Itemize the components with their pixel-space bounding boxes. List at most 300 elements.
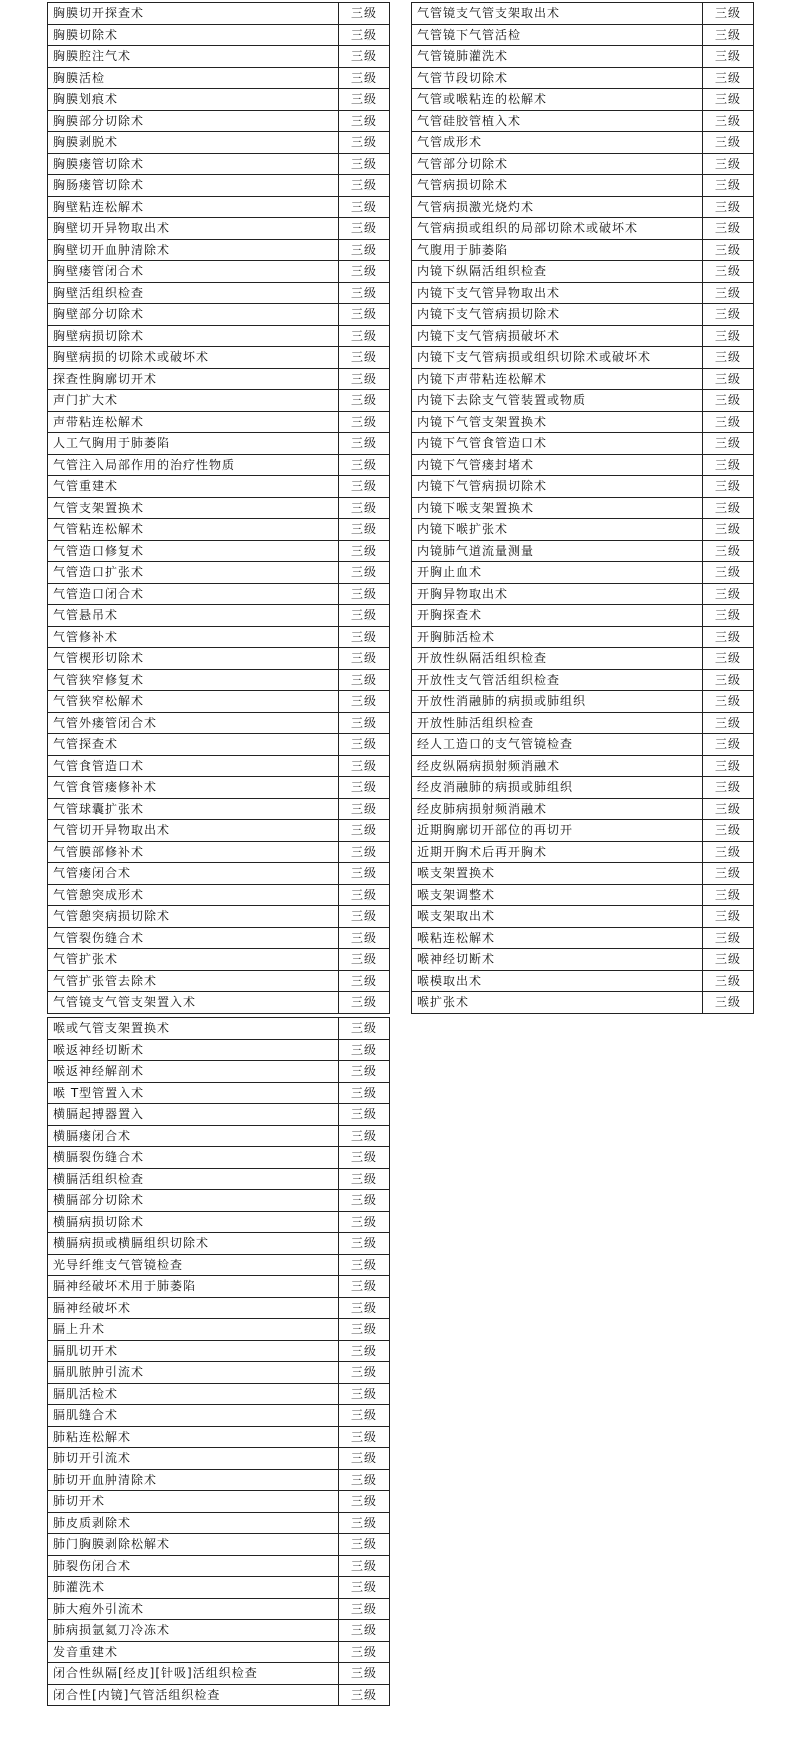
table-row — [48, 218, 390, 240]
surgery-level-cell: 三级 — [339, 110, 390, 132]
procedure-name-cell: 气管憩突病损切除术 — [48, 906, 339, 928]
surgery-level-cell: 三级 — [703, 927, 754, 949]
table-row — [48, 1405, 390, 1427]
surgery-level-cell: 三级 — [703, 712, 754, 734]
table-row — [48, 992, 390, 1014]
surgery-level-cell: 三级 — [703, 433, 754, 455]
surgery-level-cell: 三级 — [703, 906, 754, 928]
procedure-name-cell: 气管瘘闭合术 — [48, 863, 339, 885]
surgery-level-cell: 三级 — [339, 325, 390, 347]
table-row — [48, 863, 390, 885]
table-row — [48, 1276, 390, 1298]
surgery-level-cell: 三级 — [339, 1405, 390, 1427]
procedure-name-cell: 气管支架置换术 — [48, 497, 339, 519]
surgery-level-cell: 三级 — [339, 841, 390, 863]
table-row — [48, 325, 390, 347]
table-row — [412, 347, 754, 369]
procedure-table-top-left — [47, 2, 390, 1014]
table-row — [48, 1125, 390, 1147]
procedure-name-cell: 气管探查术 — [48, 734, 339, 756]
procedure-name-cell: 经人工造口的支气管镜检查 — [412, 734, 703, 756]
table-row — [412, 906, 754, 928]
table-row — [48, 497, 390, 519]
procedure-name-cell: 闭合性[内镜]气管活组织检查 — [48, 1684, 339, 1706]
surgery-level-cell: 三级 — [703, 24, 754, 46]
procedure-name-cell: 气管狭窄修复术 — [48, 669, 339, 691]
surgery-level-cell: 三级 — [339, 282, 390, 304]
surgery-level-cell: 三级 — [339, 1125, 390, 1147]
surgery-level-cell: 三级 — [703, 476, 754, 498]
procedure-name-cell: 气管镜下气管活检 — [412, 24, 703, 46]
surgery-level-cell: 三级 — [339, 648, 390, 670]
table-row — [48, 691, 390, 713]
procedure-name-cell: 近期开胸术后再开胸术 — [412, 841, 703, 863]
table-row — [412, 605, 754, 627]
surgery-level-cell: 三级 — [339, 906, 390, 928]
procedure-name-cell: 肺大疱外引流术 — [48, 1598, 339, 1620]
procedure-name-cell: 横膈起搏器置入 — [48, 1104, 339, 1126]
procedure-name-cell: 胸壁切开血肿清除术 — [48, 239, 339, 261]
procedure-name-cell: 喉支架取出术 — [412, 906, 703, 928]
table-row — [48, 196, 390, 218]
table-row — [48, 1577, 390, 1599]
procedure-name-cell: 气管成形术 — [412, 132, 703, 154]
surgery-level-cell: 三级 — [339, 390, 390, 412]
surgery-level-cell: 三级 — [339, 454, 390, 476]
surgery-level-cell: 三级 — [703, 347, 754, 369]
procedure-name-cell: 气管镜支气管支架置入术 — [48, 992, 339, 1014]
procedure-name-cell: 膈神经破坏术用于肺萎陷 — [48, 1276, 339, 1298]
table-row — [48, 927, 390, 949]
table-row — [48, 562, 390, 584]
table-row — [48, 3, 390, 25]
table-row — [48, 239, 390, 261]
surgery-level-cell: 三级 — [703, 884, 754, 906]
surgery-level-cell: 三级 — [339, 368, 390, 390]
procedure-name-cell: 喉扩张术 — [412, 992, 703, 1014]
procedure-name-cell: 膈上升术 — [48, 1319, 339, 1341]
surgery-level-cell: 三级 — [339, 1577, 390, 1599]
table-row — [412, 239, 754, 261]
surgery-level-cell: 三级 — [703, 562, 754, 584]
table-row — [412, 282, 754, 304]
table-row — [48, 1039, 390, 1061]
procedure-name-cell: 喉返神经切断术 — [48, 1039, 339, 1061]
table-row — [48, 1319, 390, 1341]
surgery-level-cell: 三级 — [703, 67, 754, 89]
surgery-level-cell: 三级 — [339, 1061, 390, 1083]
surgery-level-cell: 三级 — [703, 970, 754, 992]
procedure-name-cell: 气管球囊扩张术 — [48, 798, 339, 820]
procedure-name-cell: 喉支架调整术 — [412, 884, 703, 906]
surgery-level-cell: 三级 — [339, 755, 390, 777]
surgery-level-cell: 三级 — [703, 325, 754, 347]
surgery-level-cell: 三级 — [703, 46, 754, 68]
procedure-name-cell: 近期胸廓切开部位的再切开 — [412, 820, 703, 842]
table-row — [48, 1233, 390, 1255]
procedure-name-cell: 气管粘连松解术 — [48, 519, 339, 541]
procedure-name-cell: 气管悬吊术 — [48, 605, 339, 627]
surgery-level-cell: 三级 — [339, 1168, 390, 1190]
surgery-level-cell: 三级 — [339, 1319, 390, 1341]
table-row — [412, 734, 754, 756]
procedure-name-cell: 横膈瘘闭合术 — [48, 1125, 339, 1147]
procedure-name-cell: 喉神经切断术 — [412, 949, 703, 971]
table-row — [48, 1168, 390, 1190]
procedure-name-cell: 横膈病损或横膈组织切除术 — [48, 1233, 339, 1255]
surgery-level-cell: 三级 — [703, 89, 754, 111]
procedure-name-cell: 气管镜肺灌洗术 — [412, 46, 703, 68]
table-row — [48, 110, 390, 132]
surgery-level-cell: 三级 — [339, 132, 390, 154]
procedure-name-cell: 肺裂伤闭合术 — [48, 1555, 339, 1577]
procedure-name-cell: 开放性纵隔活组织检查 — [412, 648, 703, 670]
table-row — [48, 347, 390, 369]
procedure-name-cell: 气管食管瘘修补术 — [48, 777, 339, 799]
table-row — [48, 282, 390, 304]
surgery-level-cell: 三级 — [703, 863, 754, 885]
table-row — [48, 132, 390, 154]
surgery-level-cell: 三级 — [703, 390, 754, 412]
surgery-level-cell: 三级 — [339, 712, 390, 734]
surgery-level-cell: 三级 — [339, 411, 390, 433]
procedure-name-cell: 开胸止血术 — [412, 562, 703, 584]
procedure-name-cell: 内镜下声带粘连松解术 — [412, 368, 703, 390]
surgery-level-cell: 三级 — [703, 820, 754, 842]
procedure-name-cell: 气管病损或组织的局部切除术或破坏术 — [412, 218, 703, 240]
surgery-level-cell: 三级 — [339, 89, 390, 111]
surgery-level-cell: 三级 — [339, 1598, 390, 1620]
table-row — [48, 1620, 390, 1642]
procedure-name-cell: 横膈活组织检查 — [48, 1168, 339, 1190]
procedure-name-cell: 胸肠瘘管切除术 — [48, 175, 339, 197]
surgery-level-cell: 三级 — [339, 777, 390, 799]
procedure-name-cell: 气管重建术 — [48, 476, 339, 498]
table-row — [48, 1018, 390, 1040]
procedure-name-cell: 气管扩张管去除术 — [48, 970, 339, 992]
table-row — [412, 3, 754, 25]
table-row — [412, 390, 754, 412]
table-row — [48, 798, 390, 820]
surgery-level-cell: 三级 — [339, 304, 390, 326]
surgery-level-cell: 三级 — [339, 949, 390, 971]
surgery-level-cell: 三级 — [339, 583, 390, 605]
procedure-name-cell: 开胸肺活检术 — [412, 626, 703, 648]
procedure-name-cell: 开放性肺活组织检查 — [412, 712, 703, 734]
table-row — [48, 1340, 390, 1362]
surgery-level-cell: 三级 — [339, 540, 390, 562]
table-row — [48, 368, 390, 390]
procedure-name-cell: 人工气胸用于肺萎陷 — [48, 433, 339, 455]
table-row — [412, 992, 754, 1014]
surgery-level-cell: 三级 — [703, 368, 754, 390]
procedure-name-cell: 内镜下支气管异物取出术 — [412, 282, 703, 304]
table-row — [412, 519, 754, 541]
procedure-name-cell: 胸膜活检 — [48, 67, 339, 89]
surgery-level-cell: 三级 — [339, 1469, 390, 1491]
procedure-name-cell: 气管外瘘管闭合术 — [48, 712, 339, 734]
procedure-name-cell: 内镜下喉支架置换术 — [412, 497, 703, 519]
procedure-name-cell: 膈肌切开术 — [48, 1340, 339, 1362]
procedure-name-cell: 探查性胸廓切开术 — [48, 368, 339, 390]
surgery-level-cell: 三级 — [339, 1448, 390, 1470]
procedure-name-cell: 气管造口闭合术 — [48, 583, 339, 605]
table-row — [48, 1663, 390, 1685]
table-row — [48, 304, 390, 326]
table-row — [412, 777, 754, 799]
surgery-level-cell: 三级 — [339, 175, 390, 197]
surgery-level-cell: 三级 — [703, 132, 754, 154]
table-row — [48, 712, 390, 734]
table-row — [48, 1254, 390, 1276]
table-row — [48, 46, 390, 68]
surgery-level-cell: 三级 — [339, 67, 390, 89]
procedure-name-cell: 发音重建术 — [48, 1641, 339, 1663]
procedure-name-cell: 内镜下气管支架置换术 — [412, 411, 703, 433]
procedure-name-cell: 胸膜腔注气术 — [48, 46, 339, 68]
table-row — [48, 605, 390, 627]
surgery-level-cell: 三级 — [339, 691, 390, 713]
procedure-name-cell: 内镜下喉扩张术 — [412, 519, 703, 541]
surgery-level-cell: 三级 — [703, 949, 754, 971]
procedure-name-cell: 气管镜支气管支架取出术 — [412, 3, 703, 25]
surgery-level-cell: 三级 — [339, 1147, 390, 1169]
table-row — [48, 519, 390, 541]
surgery-level-cell: 三级 — [703, 282, 754, 304]
surgery-level-cell: 三级 — [339, 196, 390, 218]
procedure-name-cell: 气管病损激光烧灼术 — [412, 196, 703, 218]
procedure-table-top-right — [411, 2, 754, 1014]
procedure-name-cell: 胸壁瘘管闭合术 — [48, 261, 339, 283]
table-row — [48, 476, 390, 498]
table-row — [48, 1684, 390, 1706]
procedure-name-cell: 气管硅胶管植入术 — [412, 110, 703, 132]
surgery-level-cell: 三级 — [339, 562, 390, 584]
surgery-level-cell: 三级 — [703, 583, 754, 605]
surgery-level-cell: 三级 — [339, 1039, 390, 1061]
procedure-name-cell: 开放性支气管活组织检查 — [412, 669, 703, 691]
surgery-level-cell: 三级 — [339, 863, 390, 885]
procedure-name-cell: 开胸探查术 — [412, 605, 703, 627]
surgery-level-cell: 三级 — [703, 841, 754, 863]
surgery-level-cell: 三级 — [339, 1018, 390, 1040]
table-row — [48, 1512, 390, 1534]
table-row — [48, 1082, 390, 1104]
table-row — [48, 1598, 390, 1620]
table-row — [48, 454, 390, 476]
procedure-name-cell: 气管病损切除术 — [412, 175, 703, 197]
surgery-level-cell: 三级 — [339, 1104, 390, 1126]
table-row — [412, 411, 754, 433]
surgery-level-cell: 三级 — [339, 734, 390, 756]
procedure-name-cell: 气管造口修复术 — [48, 540, 339, 562]
table-row — [48, 669, 390, 691]
surgery-level-cell: 三级 — [703, 540, 754, 562]
procedure-name-cell: 内镜下去除支气管装置或物质 — [412, 390, 703, 412]
surgery-level-cell: 三级 — [703, 992, 754, 1014]
surgery-level-cell: 三级 — [703, 304, 754, 326]
procedure-name-cell: 经皮消融肺的病损或肺组织 — [412, 777, 703, 799]
procedure-name-cell: 内镜肺气道流量测量 — [412, 540, 703, 562]
procedure-name-cell: 膈神经破坏术 — [48, 1297, 339, 1319]
procedure-name-cell: 开放性消融肺的病损或肺组织 — [412, 691, 703, 713]
procedure-name-cell: 胸壁病损的切除术或破坏术 — [48, 347, 339, 369]
table-row — [412, 841, 754, 863]
table-row — [412, 863, 754, 885]
table-row — [412, 970, 754, 992]
table-row — [48, 67, 390, 89]
table-row — [48, 820, 390, 842]
surgery-level-cell: 三级 — [703, 261, 754, 283]
procedure-name-cell: 横膈部分切除术 — [48, 1190, 339, 1212]
table-row — [412, 927, 754, 949]
surgery-level-cell: 三级 — [703, 239, 754, 261]
surgery-level-cell: 三级 — [339, 476, 390, 498]
surgery-level-cell: 三级 — [339, 1426, 390, 1448]
table-row — [48, 1448, 390, 1470]
procedure-name-cell: 气管食管造口术 — [48, 755, 339, 777]
table-row — [48, 970, 390, 992]
procedure-name-cell: 声带粘连松解术 — [48, 411, 339, 433]
procedure-name-cell: 内镜下支气管病损或组织切除术或破坏术 — [412, 347, 703, 369]
surgery-level-cell: 三级 — [339, 1233, 390, 1255]
surgery-level-cell: 三级 — [339, 1534, 390, 1556]
procedure-name-cell: 胸膜剥脱术 — [48, 132, 339, 154]
surgery-level-cell: 三级 — [339, 970, 390, 992]
table-row — [412, 454, 754, 476]
table-row — [412, 46, 754, 68]
surgery-level-cell: 三级 — [339, 1276, 390, 1298]
surgery-level-cell: 三级 — [339, 46, 390, 68]
surgery-level-cell: 三级 — [703, 497, 754, 519]
table-row — [412, 562, 754, 584]
surgery-level-cell: 三级 — [703, 777, 754, 799]
procedure-name-cell: 胸壁活组织检查 — [48, 282, 339, 304]
table-row — [412, 820, 754, 842]
table-row — [48, 1426, 390, 1448]
procedure-name-cell: 肺切开术 — [48, 1491, 339, 1513]
procedure-name-cell: 内镜下气管病损切除术 — [412, 476, 703, 498]
table-row — [48, 734, 390, 756]
table-row — [412, 798, 754, 820]
table-row — [412, 132, 754, 154]
table-row — [412, 218, 754, 240]
procedure-name-cell: 膈肌脓肿引流术 — [48, 1362, 339, 1384]
surgery-level-cell: 三级 — [703, 110, 754, 132]
surgery-level-cell: 三级 — [339, 1620, 390, 1642]
table-row — [48, 1491, 390, 1513]
table-row — [48, 1190, 390, 1212]
surgery-level-cell: 三级 — [339, 1383, 390, 1405]
table-row — [48, 949, 390, 971]
surgery-level-cell: 三级 — [703, 196, 754, 218]
procedure-name-cell: 内镜下支气管病损切除术 — [412, 304, 703, 326]
procedure-name-cell: 气管节段切除术 — [412, 67, 703, 89]
table-row — [412, 175, 754, 197]
procedure-name-cell: 肺切开血肿清除术 — [48, 1469, 339, 1491]
surgery-level-cell: 三级 — [703, 454, 754, 476]
surgery-level-cell: 三级 — [339, 433, 390, 455]
procedure-name-cell: 喉粘连松解术 — [412, 927, 703, 949]
table-row — [412, 884, 754, 906]
table-row — [48, 777, 390, 799]
table-row — [48, 390, 390, 412]
table-row — [48, 433, 390, 455]
procedure-name-cell: 内镜下气管食管造口术 — [412, 433, 703, 455]
procedure-name-cell: 胸壁粘连松解术 — [48, 196, 339, 218]
surgery-level-cell: 三级 — [339, 1512, 390, 1534]
surgery-level-cell: 三级 — [703, 411, 754, 433]
procedure-name-cell: 胸壁切开异物取出术 — [48, 218, 339, 240]
table-row — [48, 1534, 390, 1556]
surgery-level-cell: 三级 — [339, 1254, 390, 1276]
surgery-level-cell: 三级 — [339, 1491, 390, 1513]
table-row — [48, 175, 390, 197]
procedure-name-cell: 肺门胸膜剥除松解术 — [48, 1534, 339, 1556]
table-row — [48, 583, 390, 605]
surgery-level-cell: 三级 — [339, 1684, 390, 1706]
surgery-level-cell: 三级 — [339, 1555, 390, 1577]
procedure-name-cell: 肺粘连松解术 — [48, 1426, 339, 1448]
procedure-name-cell: 胸膜瘘管切除术 — [48, 153, 339, 175]
table-row — [412, 648, 754, 670]
procedure-name-cell: 气管膜部修补术 — [48, 841, 339, 863]
procedure-name-cell: 气管造口扩张术 — [48, 562, 339, 584]
surgery-level-cell: 三级 — [339, 1190, 390, 1212]
surgery-level-cell: 三级 — [703, 669, 754, 691]
procedure-name-cell: 气管狭窄松解术 — [48, 691, 339, 713]
table-row — [412, 669, 754, 691]
surgery-level-cell: 三级 — [339, 669, 390, 691]
table-row — [412, 24, 754, 46]
surgery-level-cell: 三级 — [703, 519, 754, 541]
surgery-level-cell: 三级 — [703, 605, 754, 627]
procedure-name-cell: 气管修补术 — [48, 626, 339, 648]
table-row — [48, 841, 390, 863]
table-row — [48, 1061, 390, 1083]
procedure-name-cell: 气管扩张术 — [48, 949, 339, 971]
table-row — [48, 1211, 390, 1233]
procedure-name-cell: 喉支架置换术 — [412, 863, 703, 885]
surgery-level-cell: 三级 — [703, 648, 754, 670]
table-row — [412, 89, 754, 111]
procedure-table-bottom-left — [47, 1017, 390, 1706]
surgery-level-cell: 三级 — [339, 261, 390, 283]
procedure-name-cell: 肺切开引流术 — [48, 1448, 339, 1470]
procedure-name-cell: 经皮肺病损射频消融术 — [412, 798, 703, 820]
table-row — [48, 626, 390, 648]
procedure-name-cell: 气管注入局部作用的治疗性物质 — [48, 454, 339, 476]
table-row — [48, 755, 390, 777]
surgery-level-cell: 三级 — [339, 1663, 390, 1685]
surgery-level-cell: 三级 — [703, 175, 754, 197]
table-row — [412, 712, 754, 734]
surgery-level-cell: 三级 — [339, 497, 390, 519]
table-body — [48, 1018, 390, 1706]
procedure-name-cell: 经皮纵隔病损射频消融术 — [412, 755, 703, 777]
surgery-level-cell: 三级 — [339, 3, 390, 25]
procedure-name-cell: 胸膜切开探查术 — [48, 3, 339, 25]
procedure-name-cell: 喉 T型管置入术 — [48, 1082, 339, 1104]
table-row — [412, 476, 754, 498]
procedure-name-cell: 胸膜划痕术 — [48, 89, 339, 111]
surgery-level-cell: 三级 — [339, 927, 390, 949]
table-row — [48, 153, 390, 175]
table-row — [48, 884, 390, 906]
surgery-level-cell: 三级 — [339, 992, 390, 1014]
table-row — [48, 1147, 390, 1169]
table-row — [48, 540, 390, 562]
